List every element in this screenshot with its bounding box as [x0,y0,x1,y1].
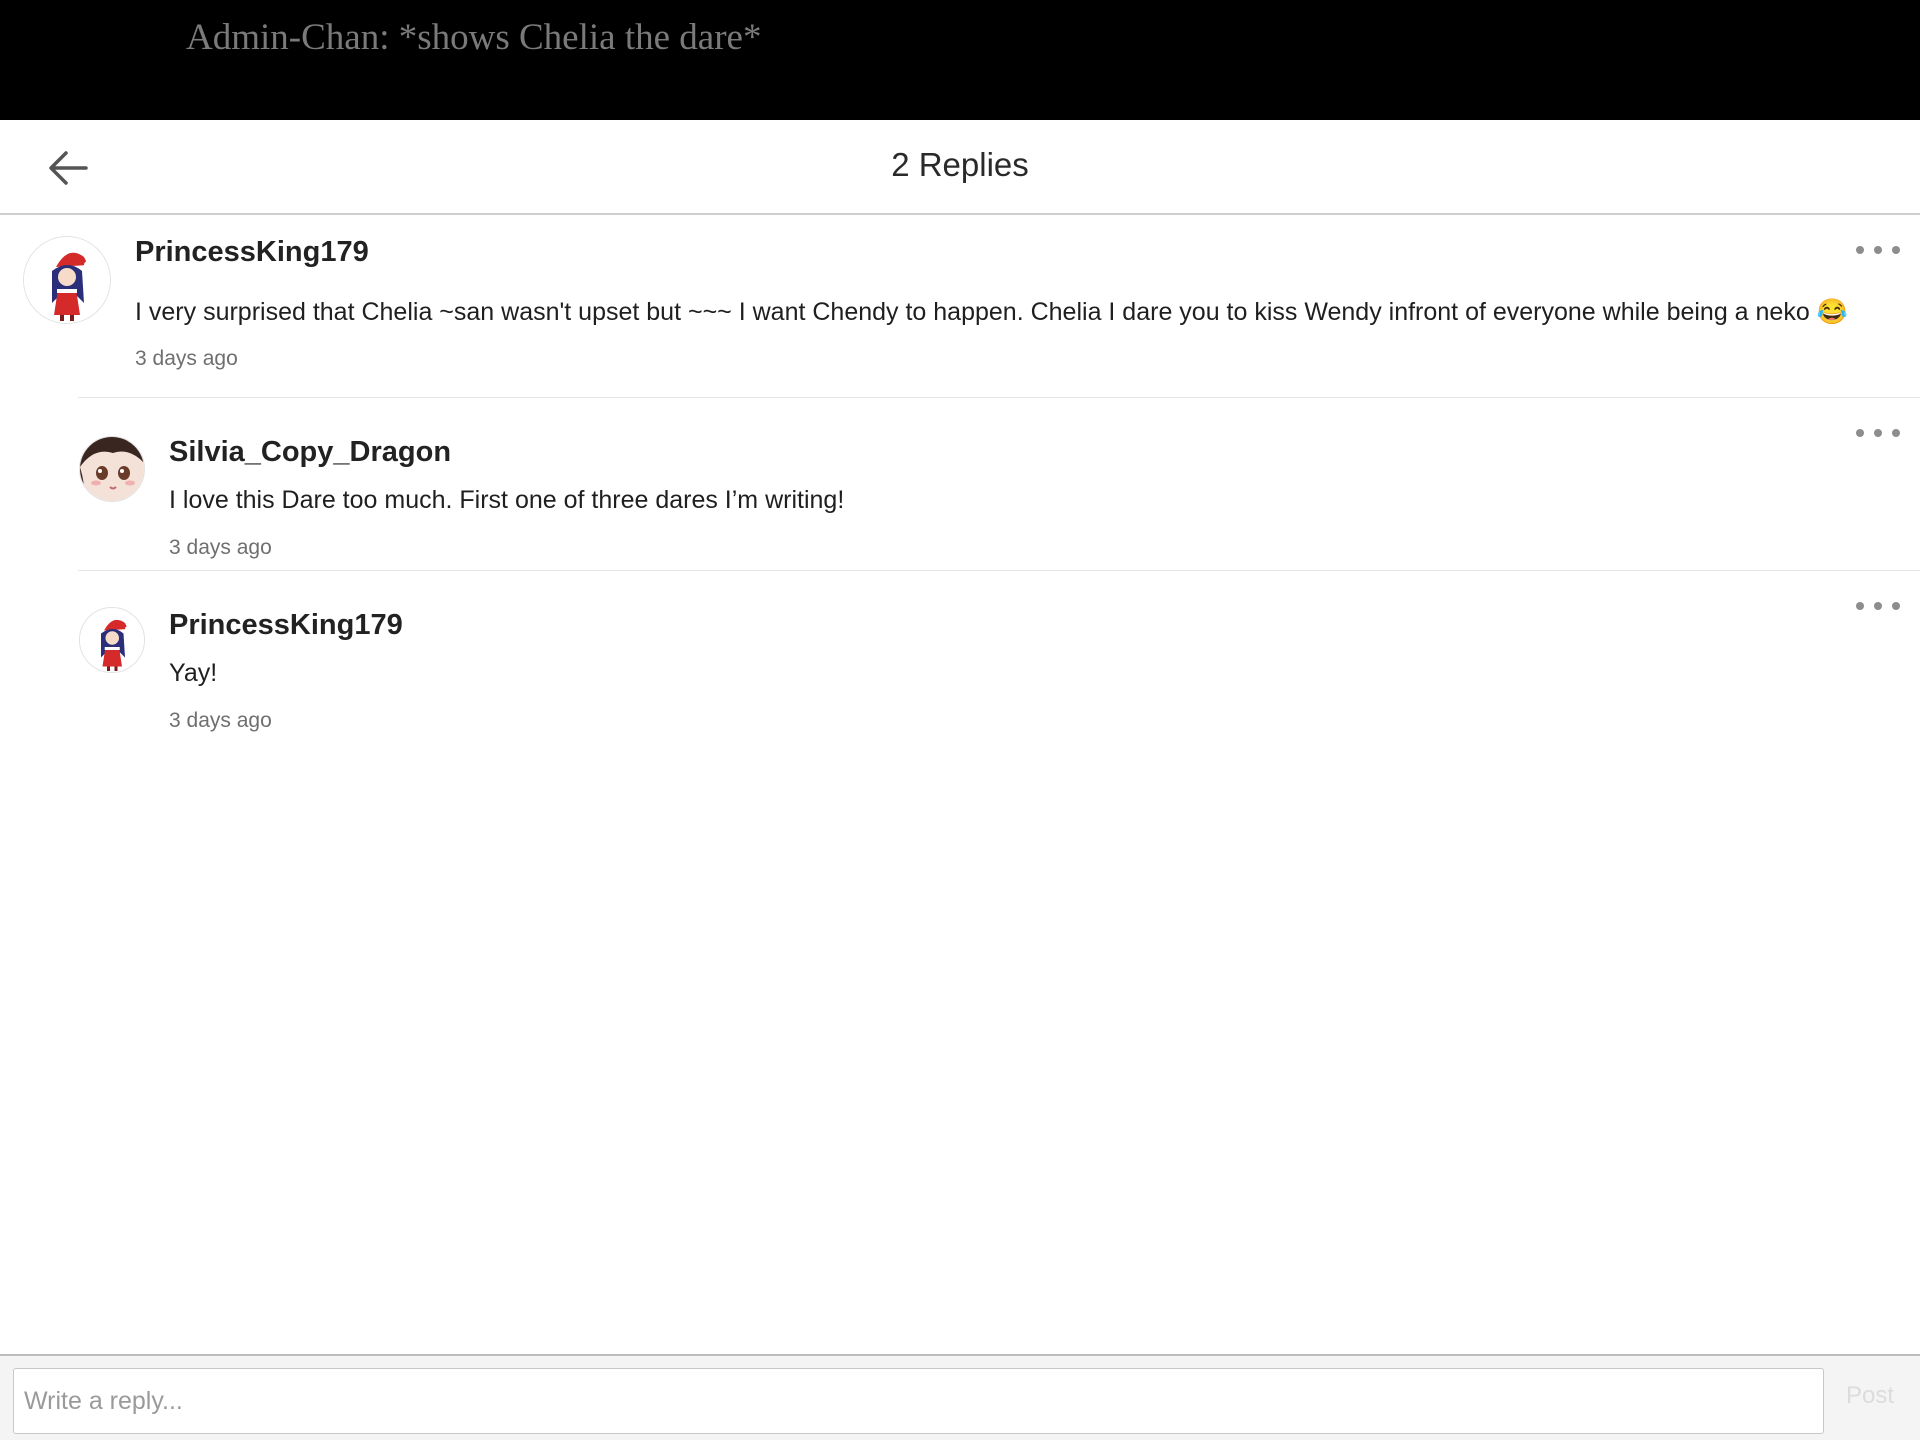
comment-timestamp: 3 days ago [135,347,238,370]
more-options-button[interactable] [1856,422,1900,444]
avatar[interactable] [79,607,145,673]
reply-text: Yay! [169,659,218,687]
reply-input[interactable] [13,1368,1824,1434]
reply-username[interactable]: Silvia_Copy_Dragon [169,436,452,468]
more-dot [1874,602,1882,610]
more-dot [1856,246,1864,254]
replies-header [0,120,1920,215]
story-text: Admin-Chan: *shows Chelia the dare* [186,17,762,58]
reply-timestamp: 3 days ago [169,536,272,559]
anime-girl-face-avatar [80,437,145,502]
anime-girl-santa-avatar [24,237,111,324]
post-button[interactable]: Post [1845,1382,1894,1409]
reply-text: I love this Dare too much. First one of three dares I’m writing! [169,486,845,514]
more-dot [1874,429,1882,437]
page-title: 2 Replies [891,146,1029,183]
more-options-button[interactable] [1856,595,1900,617]
more-options-button[interactable] [1856,239,1900,261]
story-background-strip [0,0,1920,120]
more-dot [1856,429,1864,437]
reply-item [0,571,1920,743]
parent-comment [0,216,1920,396]
more-dot [1892,429,1900,437]
reply-timestamp: 3 days ago [169,709,272,732]
reply-item [0,398,1920,570]
more-dot [1892,602,1900,610]
anime-girl-santa-avatar [80,608,145,673]
more-dot [1874,246,1882,254]
reply-composer [0,1354,1920,1440]
avatar[interactable] [23,236,111,324]
comment-text: I very surprised that Chelia ~san wasn't upset but ~~~ I want Chendy to happen. Chelia I dare you to kiss Wendy infront of everyone while being a neko 😂 [135,298,1848,326]
reply-username[interactable]: PrincessKing179 [169,609,403,641]
more-dot [1892,246,1900,254]
avatar[interactable] [79,436,145,502]
comment-username[interactable]: PrincessKing179 [135,236,369,268]
more-dot [1856,602,1864,610]
